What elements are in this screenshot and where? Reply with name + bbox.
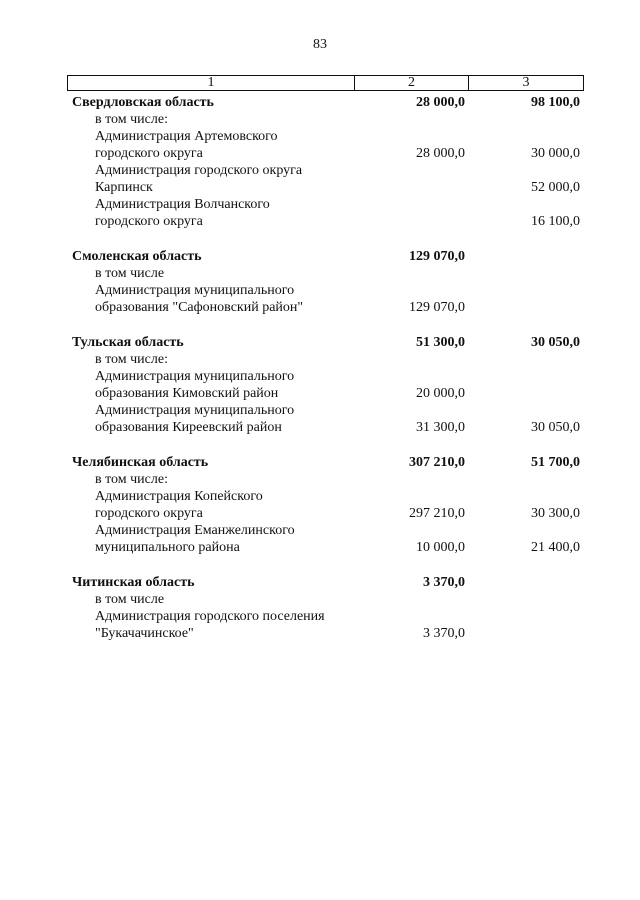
column-3-value: 51 700,0 bbox=[531, 455, 580, 470]
name-cell: в том числе bbox=[95, 266, 165, 281]
name-cell: Администрация муниципального bbox=[95, 403, 295, 418]
column-3-value: 16 100,0 bbox=[531, 214, 580, 229]
column-2-value: 28 000,0 bbox=[416, 95, 465, 110]
column-3-value bbox=[468, 196, 583, 213]
column-2-value: 3 370,0 bbox=[423, 626, 465, 641]
name-cell: Администрация Волчанского bbox=[95, 197, 270, 212]
name-cell: Администрация городского поселения bbox=[95, 609, 325, 624]
column-2-value bbox=[354, 522, 468, 539]
column-2-value bbox=[354, 162, 468, 179]
name-cell: Администрация муниципального bbox=[95, 283, 295, 298]
name-cell: Челябинская область bbox=[72, 455, 209, 470]
column-2-value bbox=[354, 282, 468, 299]
column-header-2: 2 bbox=[355, 76, 469, 91]
name-cell: Карпинск bbox=[95, 180, 153, 195]
name-cell: муниципального района bbox=[95, 540, 240, 555]
table-row bbox=[67, 471, 583, 488]
column-2-value bbox=[354, 111, 468, 128]
table-row bbox=[67, 385, 583, 402]
column-2-value bbox=[354, 213, 468, 230]
name-cell: "Букачачинское" bbox=[95, 626, 194, 641]
column-3-value: 30 300,0 bbox=[531, 506, 580, 521]
region-row bbox=[67, 454, 583, 471]
column-2-value bbox=[354, 351, 468, 368]
column-2-value: 129 070,0 bbox=[409, 249, 465, 264]
spacer-cell bbox=[67, 556, 583, 574]
table-row bbox=[67, 368, 583, 385]
region-row bbox=[67, 94, 583, 111]
column-3-value bbox=[468, 111, 583, 128]
column-2-value bbox=[354, 471, 468, 488]
column-header-row bbox=[68, 76, 584, 91]
spacer-row bbox=[67, 230, 583, 248]
region-row bbox=[67, 334, 583, 351]
column-3-value bbox=[468, 522, 583, 539]
spacer-row bbox=[67, 556, 583, 574]
column-3-value bbox=[468, 471, 583, 488]
table-row bbox=[67, 213, 583, 230]
name-cell: Читинская область bbox=[72, 575, 195, 590]
column-2-value: 307 210,0 bbox=[409, 455, 465, 470]
column-3-value bbox=[468, 368, 583, 385]
name-cell: в том числе: bbox=[95, 112, 168, 127]
column-2-value bbox=[354, 196, 468, 213]
table-row bbox=[67, 419, 583, 436]
column-3-value bbox=[468, 265, 583, 282]
column-3-value bbox=[468, 402, 583, 419]
column-3-value bbox=[468, 248, 583, 265]
table-row bbox=[67, 488, 583, 505]
name-cell: Свердловская область bbox=[72, 95, 214, 110]
name-cell: Администрация Еманжелинского bbox=[95, 523, 295, 538]
column-3-value: 98 100,0 bbox=[531, 95, 580, 110]
spacer-cell bbox=[67, 436, 583, 454]
name-cell: Смоленская область bbox=[72, 249, 202, 264]
name-cell: в том числе bbox=[95, 592, 165, 607]
column-2-value: 51 300,0 bbox=[416, 335, 465, 350]
allocation-table bbox=[67, 94, 583, 642]
column-3-value bbox=[468, 385, 583, 402]
spacer-row bbox=[67, 316, 583, 334]
column-3-value: 30 050,0 bbox=[531, 420, 580, 435]
column-2-value bbox=[354, 128, 468, 145]
table-row bbox=[67, 505, 583, 522]
table-row bbox=[67, 591, 583, 608]
column-3-value: 21 400,0 bbox=[531, 540, 580, 555]
name-cell: городского округа bbox=[95, 214, 203, 229]
table-row bbox=[67, 162, 583, 179]
table-row bbox=[67, 608, 583, 625]
column-3-value bbox=[468, 162, 583, 179]
table-row bbox=[67, 145, 583, 162]
name-cell: Администрация Копейского bbox=[95, 489, 263, 504]
column-3-value: 30 000,0 bbox=[531, 146, 580, 161]
spacer-row bbox=[67, 436, 583, 454]
column-3-value bbox=[468, 488, 583, 505]
table-row bbox=[67, 351, 583, 368]
name-cell: городского округа bbox=[95, 146, 203, 161]
spacer-cell bbox=[67, 230, 583, 248]
region-row bbox=[67, 248, 583, 265]
table-row bbox=[67, 625, 583, 642]
column-2-value: 28 000,0 bbox=[416, 146, 465, 161]
column-2-value bbox=[354, 368, 468, 385]
name-cell: городского округа bbox=[95, 506, 203, 521]
table-row bbox=[67, 282, 583, 299]
column-3-value bbox=[468, 591, 583, 608]
column-3-value bbox=[468, 625, 583, 642]
name-cell: образования Киреевский район bbox=[95, 420, 282, 435]
table-row bbox=[67, 539, 583, 556]
table-row bbox=[67, 179, 583, 196]
column-3-value bbox=[468, 608, 583, 625]
name-cell: образования Кимовский район bbox=[95, 386, 279, 401]
column-2-value: 3 370,0 bbox=[423, 575, 465, 590]
column-2-value: 129 070,0 bbox=[409, 300, 465, 315]
name-cell: Администрация муниципального bbox=[95, 369, 295, 384]
column-2-value bbox=[354, 402, 468, 419]
region-row bbox=[67, 574, 583, 591]
name-cell: Администрация городского округа bbox=[95, 163, 303, 178]
column-header-3: 3 bbox=[469, 76, 584, 91]
column-2-value: 31 300,0 bbox=[416, 420, 465, 435]
name-cell: образования "Сафоновский район" bbox=[95, 300, 304, 315]
table-row bbox=[67, 196, 583, 213]
column-2-value bbox=[354, 179, 468, 196]
table-row bbox=[67, 402, 583, 419]
column-3-value: 52 000,0 bbox=[531, 180, 580, 195]
column-3-value: 30 050,0 bbox=[531, 335, 580, 350]
table-row bbox=[67, 299, 583, 316]
name-cell: в том числе: bbox=[95, 472, 168, 487]
table-row bbox=[67, 128, 583, 145]
table-row bbox=[67, 522, 583, 539]
column-2-value: 297 210,0 bbox=[409, 506, 465, 521]
column-3-value bbox=[468, 574, 583, 591]
name-cell: Администрация Артемовского bbox=[95, 129, 278, 144]
name-cell: в том числе: bbox=[95, 352, 168, 367]
column-header-table bbox=[67, 75, 584, 91]
column-3-value bbox=[468, 351, 583, 368]
column-header-1: 1 bbox=[68, 76, 355, 91]
column-2-value: 10 000,0 bbox=[416, 540, 465, 555]
column-2-value bbox=[354, 488, 468, 505]
column-3-value bbox=[468, 282, 583, 299]
column-3-value bbox=[468, 128, 583, 145]
column-2-value: 20 000,0 bbox=[416, 386, 465, 401]
column-2-value bbox=[354, 265, 468, 282]
table-row bbox=[67, 111, 583, 128]
spacer-cell bbox=[67, 316, 583, 334]
page-number: 83 bbox=[313, 37, 327, 52]
column-2-value bbox=[354, 608, 468, 625]
name-cell: Тульская область bbox=[72, 335, 184, 350]
table-row bbox=[67, 265, 583, 282]
column-3-value bbox=[468, 299, 583, 316]
column-2-value bbox=[354, 591, 468, 608]
